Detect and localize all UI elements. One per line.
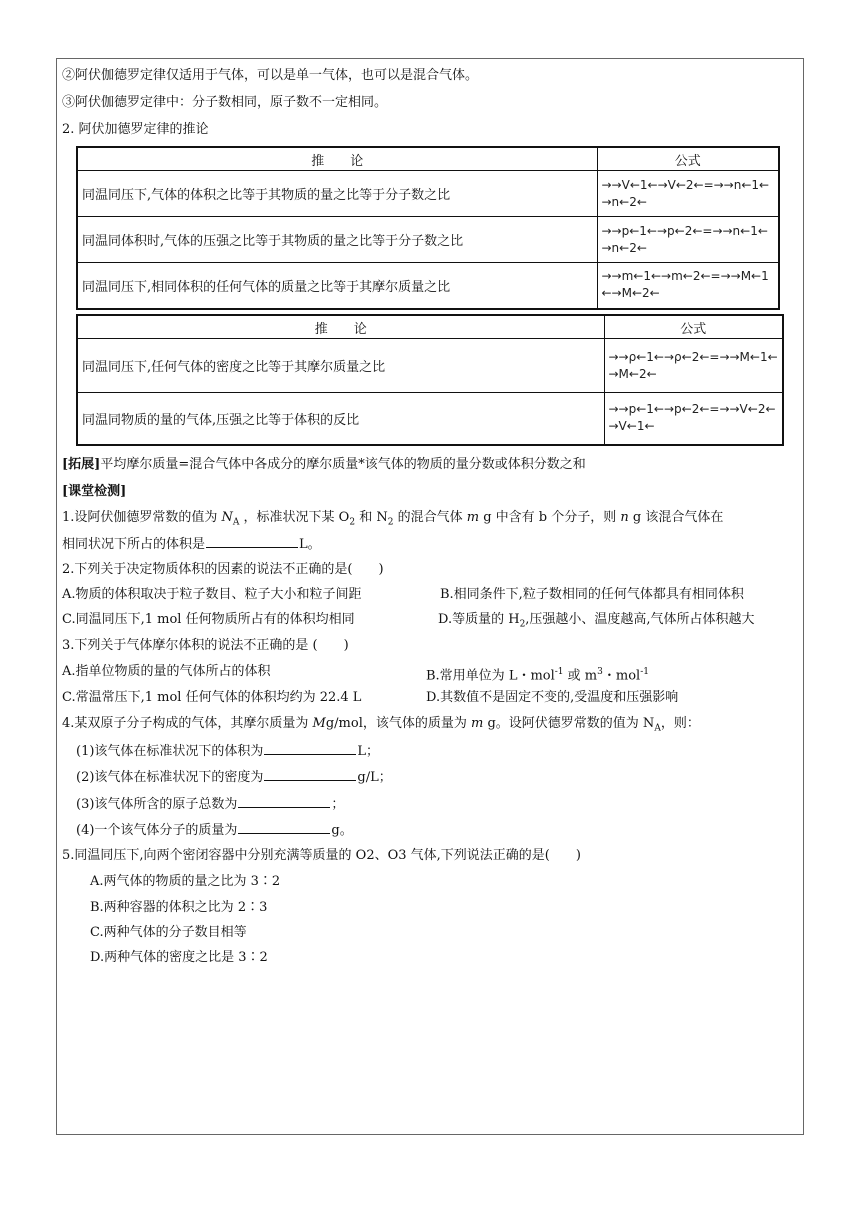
q3-option-a: A.指单位物质的量的气体所占的体积: [62, 664, 271, 679]
formula-text: →→p←1←→p←2←=→→V←2←→V←1←: [604, 393, 783, 445]
table-header-row: [77, 147, 779, 171]
q3-b-text: B.常用单位为 L・mol: [426, 668, 555, 684]
q4-sub-1: [76, 741, 379, 762]
q1-text: g 该混合气体在: [628, 510, 724, 525]
q1-answer-blank[interactable]: [206, 534, 298, 548]
question-3-stem: 3.下列关于气体摩尔体积的说法不正确的是 ( ): [62, 638, 349, 653]
q4-text: g/mol，该气体的质量为: [325, 716, 472, 731]
formula-text: →→ρ←1←→ρ←2←=→→M←1←→M←2←: [604, 339, 783, 393]
table-row: [77, 263, 779, 309]
q2-option-d: [438, 610, 755, 635]
question-1-line-2: [62, 534, 321, 555]
q5-option-b: B.两种容器的体积之比为 2∶3: [90, 900, 268, 915]
q1-text: L。: [299, 537, 321, 552]
q1-na: N: [221, 510, 233, 525]
q4-sub-text: (1)该气体在标准状况下的体积为: [76, 744, 264, 759]
question-5-stem: 5.同温同压下,向两个密闭容器中分别充满等质量的 O2、O3 气体,下列说法正确的是( ): [62, 848, 581, 863]
extension-note: [62, 455, 586, 475]
question-2-stem: 2.下列关于决定物质体积的因素的说法不正确的是( ): [62, 562, 384, 577]
header-inference: 推 论: [77, 315, 604, 339]
q3-b-sup: -1: [554, 667, 564, 677]
question-4-stem: [62, 714, 700, 739]
inference-text: 同温同压下,任何气体的密度之比等于其摩尔质量之比: [77, 339, 604, 393]
q4-m: m: [471, 716, 484, 731]
q4-M: M: [312, 716, 326, 731]
q1-text: ，标准状况下某 O: [239, 510, 350, 525]
q1-text: 相同状况下所占的体积是: [62, 537, 206, 552]
question-1-line-1: [62, 508, 723, 533]
quiz-heading: [课堂检测]: [62, 484, 127, 499]
q3-b-sup: -1: [640, 667, 649, 677]
q4-sub-4: [76, 820, 353, 841]
inference-text: 同温同体积时,气体的压强之比等于其物质的量之比等于分子数之比: [77, 217, 597, 263]
q3-option-d: D.其数值不是固定不变的,受温度和压强影响: [426, 690, 679, 705]
q1-text: 的混合气体: [393, 510, 467, 525]
inference-table-2: [76, 314, 784, 446]
header-inference: 推 论: [77, 147, 597, 171]
table-row: [77, 171, 779, 217]
inference-text: 同温同物质的量的气体,压强之比等于体积的反比: [77, 393, 604, 445]
inference-table-1: [76, 146, 780, 310]
formula-text: →→V←1←→V←2←=→→n←1←→n←2←: [597, 171, 779, 217]
q2-d-text: ,压强越小、温度越高,气体所占体积越大: [525, 612, 755, 627]
law-note-2: ②阿伏伽德罗定律仅适用于气体，可以是单一气体，也可以是混合气体。: [62, 68, 479, 83]
q4-na-sub: A: [654, 723, 661, 734]
formula-text: →→p←1←→p←2←=→→n←1←→n←2←: [597, 217, 779, 263]
q5-option-c: C.两种气体的分子数目相等: [90, 925, 247, 940]
q1-text: g 中含有 b 个分子，则: [479, 510, 621, 525]
table-row: [77, 339, 783, 393]
q4-answer-blank-3[interactable]: [238, 794, 330, 808]
q3-b-sup: 3: [597, 667, 603, 677]
q4-sub-text: (2)该气体在标准状况下的密度为: [76, 770, 264, 785]
q2-option-b: B.相同条件下,粒子数相同的任何气体都具有相同体积: [440, 587, 744, 602]
q1-text: 和 N: [355, 510, 388, 525]
q3-option-b: [426, 662, 649, 686]
q1-o2-sub: 2: [349, 517, 356, 528]
q1-n2-sub: 2: [387, 517, 394, 528]
extension-text: 平均摩尔质量=混合气体中各成分的摩尔质量*该气体的物质的量分数或体积分数之和: [100, 457, 586, 472]
table-row: [77, 217, 779, 263]
q2-d-text: D.等质量的 H: [438, 612, 520, 627]
formula-text: →→m←1←→m←2←=→→M←1←→M←2←: [597, 263, 779, 309]
q4-answer-blank-1[interactable]: [264, 741, 356, 755]
header-formula: 公式: [604, 315, 783, 339]
law-note-3: ③阿伏伽德罗定律中：分子数相同，原子数不一定相同。: [62, 95, 388, 110]
inference-text: 同温同压下,气体的体积之比等于其物质的量之比等于分子数之比: [77, 171, 597, 217]
q4-sub-text: g/L；: [357, 770, 392, 785]
q4-answer-blank-4[interactable]: [238, 820, 330, 834]
q2-d-sub: 2: [519, 619, 526, 630]
inference-text: 同温同压下,相同体积的任何气体的质量之比等于其摩尔质量之比: [77, 263, 597, 309]
header-formula: 公式: [597, 147, 779, 171]
table-row: [77, 393, 783, 445]
extension-label: [拓展]: [62, 457, 101, 472]
q1-na-sub: A: [232, 517, 240, 528]
q3-b-text: 或 m: [563, 668, 598, 684]
q5-option-d: D.两种气体的密度之比是 3∶2: [90, 950, 268, 965]
q1-m: m: [466, 510, 480, 525]
q3-option-c: C.常温常压下,1 mol 任何气体的体积均约为 22.4 L: [62, 690, 362, 705]
table-header-row: [77, 315, 783, 339]
q1-n: n: [620, 510, 629, 525]
q4-answer-blank-2[interactable]: [264, 767, 356, 781]
q4-sub-text: g。: [331, 823, 353, 838]
q4-sub-text: (3)该气体所含的原子总数为: [76, 797, 238, 812]
q1-text: 1.设阿伏伽德罗常数的值为: [62, 510, 222, 525]
q4-sub-3: [76, 794, 344, 815]
q4-sub-text: ；: [331, 797, 345, 812]
q5-option-a: A.两气体的物质的量之比为 3∶2: [90, 874, 281, 889]
q4-sub-2: [76, 767, 392, 788]
section-heading: 2. 阿伏加德罗定律的推论: [62, 122, 209, 137]
q4-text: 4.某双原子分子构成的气体，其摩尔质量为: [62, 716, 313, 731]
q2-option-c: C.同温同压下,1 mol 任何物质所占有的体积均相同: [62, 612, 355, 627]
q4-text: g。设阿伏德罗常数的值为 N: [483, 716, 655, 731]
q4-sub-text: L；: [357, 744, 380, 759]
q2-option-a: A.物质的体积取决于粒子数目、粒子大小和粒子间距: [62, 587, 362, 602]
q3-b-text: ・mol: [602, 668, 641, 684]
q4-sub-text: (4)一个该气体分子的质量为: [76, 823, 238, 838]
q4-text: ，则：: [660, 716, 700, 731]
